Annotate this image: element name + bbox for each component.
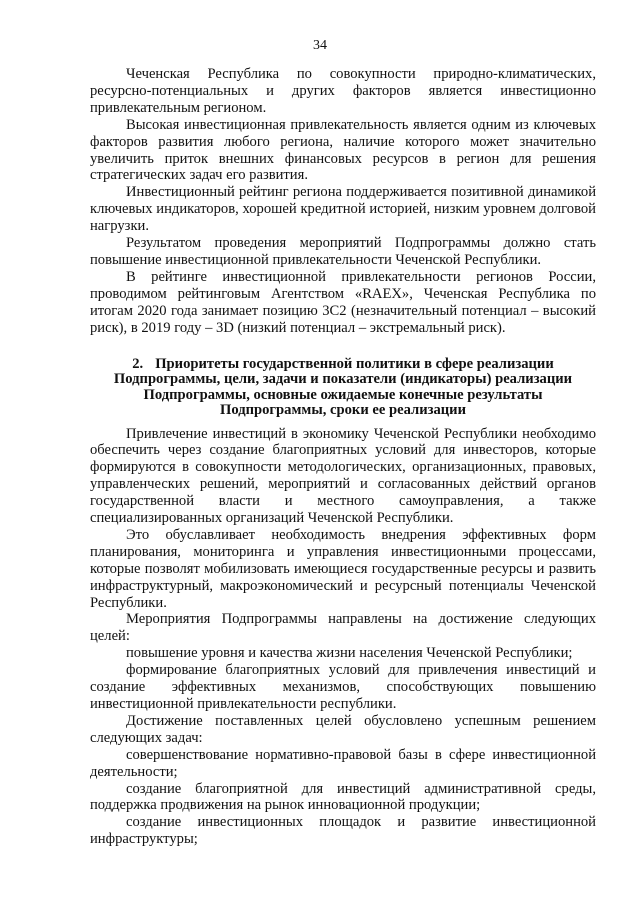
paragraph: Чеченская Республика по совокупности природно-климатических, ресурсно-потенциальных и других факторов является инвестиционно привлекательным регионом. bbox=[90, 66, 596, 116]
paragraph: Высокая инвестиционная привлекательность является одним из ключевых факторов развития любого региона, наличие которого может значительно увеличить приток внешних финансовых ресурсов в регион для решения стратегических задач его развития. bbox=[90, 116, 596, 184]
goal-item: формирование благоприятных условий для привлечения инвестиций и создание эффективных механизмов, способствующих повышению инвестиционной привлекательности республики. bbox=[90, 662, 596, 712]
paragraph: Результатом проведения мероприятий Подпрограммы должно стать повышение инвестиционной привлекательности Чеченской Республики. bbox=[90, 235, 596, 268]
page-number: 34 bbox=[313, 38, 327, 53]
task-item: совершенствование нормативно-правовой базы в сфере инвестиционной деятельности; bbox=[90, 746, 596, 780]
paragraph: В рейтинге инвестиционной привлекательности регионов России, проводимом рейтинговым Агентством «RAEX», Чеченская Республика по итогам 2020 года занимает позицию 3С2 (незначительный потенциал – высокий риск), в 2019 году – 3D (низкий потенциал – экстремальный риск). bbox=[90, 268, 596, 336]
goal-item: повышение уровня и качества жизни населения Чеченской Республики; bbox=[126, 645, 573, 662]
section-number: 2. bbox=[132, 355, 144, 372]
task-item: создание инвестиционных площадок и развитие инвестиционной инфраструктуры; bbox=[90, 814, 596, 848]
section-heading bbox=[90, 357, 596, 419]
paragraph: Это обуславливает необходимость внедрения эффективных форм планирования, мониторинга и управления инвестиционными процессами, которые позволят мобилизовать имеющиеся государственные ресурсы и развить инфраструктурный, макроэкономический и ресурсный потенциалы Чеченской Республики. bbox=[90, 526, 596, 611]
paragraph: Достижение поставленных целей обусловлено успешным решением следующих задач: bbox=[90, 712, 596, 746]
paragraph: Привлечение инвестиций в экономику Чеченской Республики необходимо обеспечить через создание благоприятных условий для инвесторов, которые формируются в совокупности методологических, организационных, правовых, управленческих решений, мероприятий и согласованных действий органов государственной власти и местного самоуправления, а также специализированных организаций Чеченской Республики. bbox=[90, 425, 596, 527]
paragraph: Инвестиционный рейтинг региона поддерживается позитивной динамикой ключевых индикаторов, хорошей кредитной историей, низким уровнем долговой нагрузки. bbox=[90, 184, 596, 235]
task-item: создание благоприятной для инвестиций административной среды, поддержка продвижения на рынок инновационной продукции; bbox=[90, 780, 596, 814]
document-body bbox=[90, 66, 596, 848]
paragraph: Мероприятия Подпрограммы направлены на достижение следующих целей: bbox=[90, 611, 596, 645]
section-title: Приоритеты государственной политики в сфере реализации Подпрограммы, цели, задачи и показатели (индикаторы) реализации Подпрограммы, основные ожидаемые конечные результаты Подпрограммы, сроки ее реализации bbox=[113, 355, 573, 418]
